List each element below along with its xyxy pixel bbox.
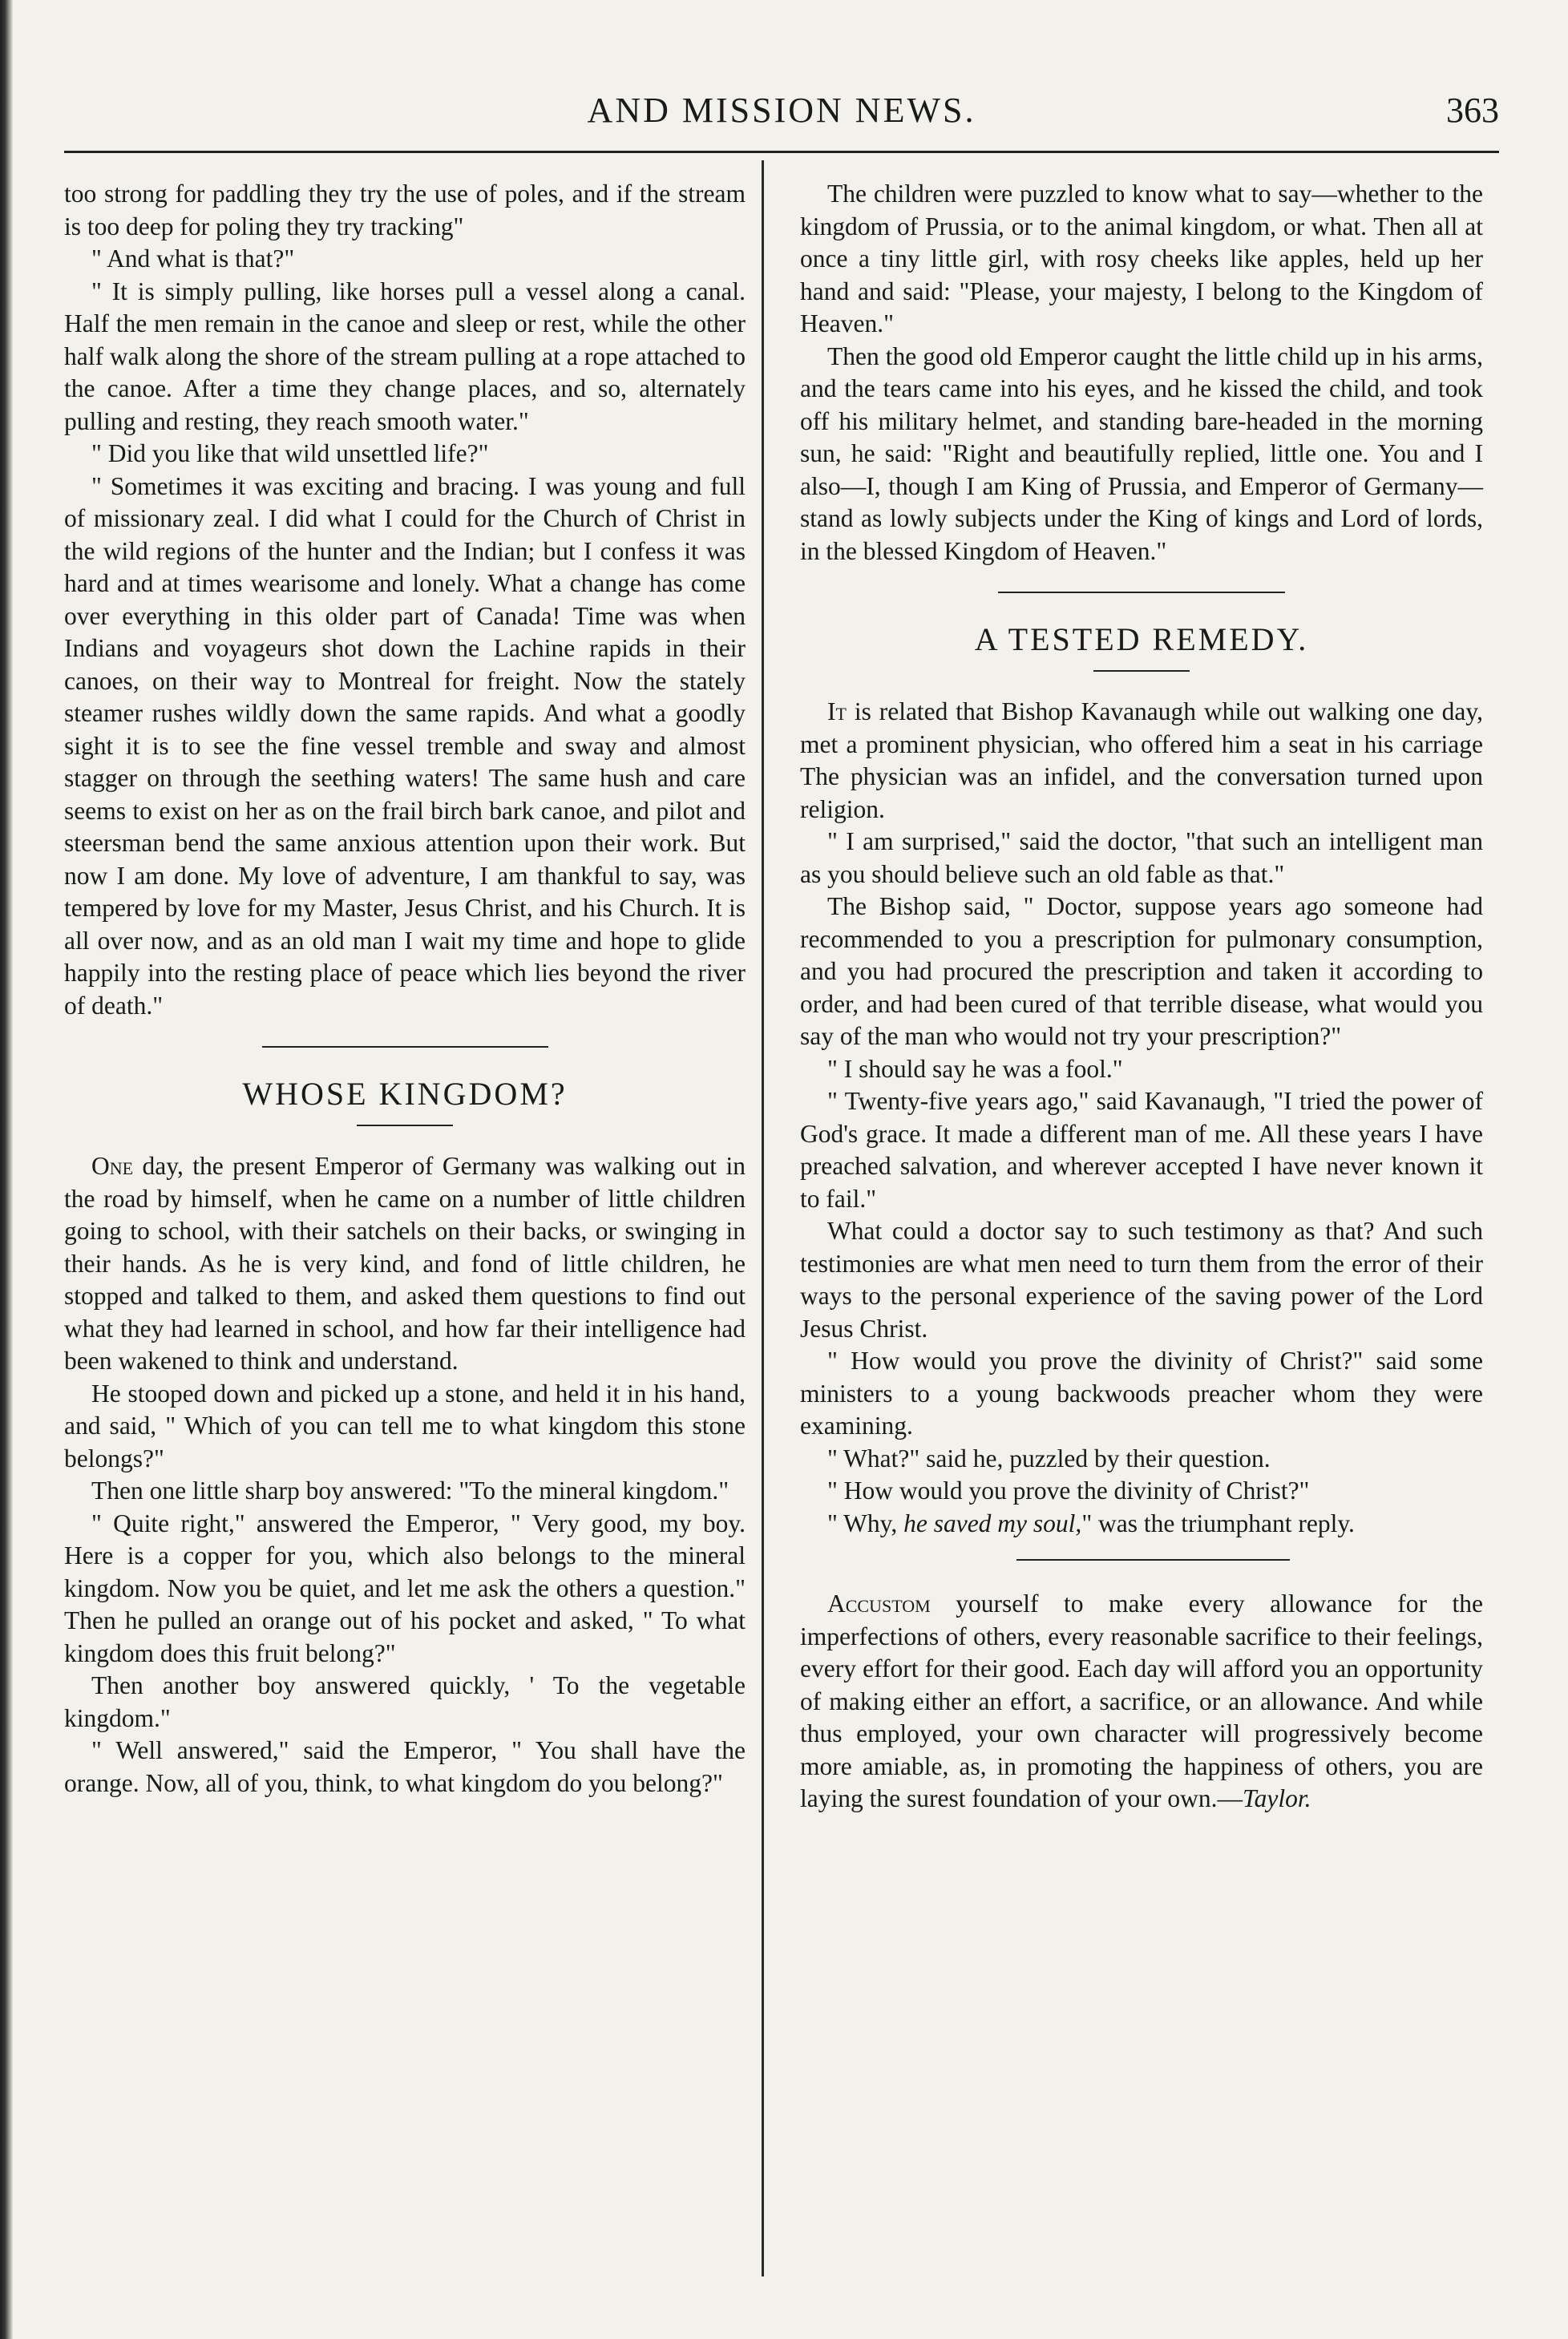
lead-word: Accustom: [827, 1590, 931, 1618]
binding-edge: [0, 0, 13, 2339]
paragraph: " Twenty-five years ago," said Kavanaugh, "I tried the power of God's grace. It made a different man of me. All these years I have preached salvation, and wherever accepted I have never known it to fail.": [800, 1087, 1483, 1213]
paragraph-text: yourself to make every allowance for the imperfections of others, every reasonable sacrifice to their feelings, every effort for their good. Each day will afford you an opportunity of making either an effort, a sacrifice, or an allowance. And while thus employed, your own character will progressively become more amiable, as, in promoting the happiness of others, you are laying the surest foundation of your own.—: [800, 1590, 1483, 1812]
quote-open: " Why,: [827, 1509, 904, 1537]
section-separator: [1016, 1559, 1290, 1561]
paragraph-text: is related that Bishop Kavanaugh while out walking one day, met a prominent physician, who offered him a seat in his carriage The physician was an infidel, and the conversation turned upon religion.: [800, 697, 1483, 823]
paragraph: The children were puzzled to know what to say—whether to the kingdom of Prussia, or to the animal kingdom, or what. Then all at once a tiny little girl, with rosy cheeks like apples, held up her hand and said: "Please, your majesty, I belong to the Kingdom of Heaven.": [800, 180, 1483, 337]
left-column: [64, 178, 746, 1800]
paragraph: " Quite right," answered the Emperor, " Very good, my boy. Here is a copper for you, which also belongs to the mineral kingdom. Now you be quiet, and let me ask the others a question." Then he pulled an orange out of his pocket and asked, " To what kingdom does this fruit belong?": [64, 1509, 746, 1667]
title-rule: [1093, 670, 1190, 672]
paragraph: [800, 1508, 1483, 1541]
paragraph: too strong for paddling they try the use of poles, and if the stream is too deep for poling they try tracking": [64, 180, 746, 240]
header-rule: [64, 151, 1499, 153]
paragraph: Then another boy answered quickly, ' To the vegetable kingdom.": [64, 1671, 746, 1732]
section-title-whose-kingdom: WHOSE KINGDOM?: [242, 1076, 568, 1112]
section-separator: [262, 1046, 548, 1048]
page-number: 363: [1446, 91, 1499, 130]
paragraph: " I should say he was a fool.": [827, 1054, 1123, 1083]
paragraph: " Well answered," said the Emperor, " You shall have the orange. Now, all of you, think, to what kingdom do you belong?": [64, 1736, 746, 1797]
quote-close: " was the triumphant reply.: [1081, 1509, 1355, 1537]
lead-word: It: [827, 697, 847, 725]
paragraph: " What?" said he, puzzled by their question.: [827, 1444, 1271, 1472]
paragraph: The Bishop said, " Doctor, suppose years ago someone had recommended to you a prescription for pulmonary consumption, and you had procured the prescription and taken it according to order, and had been cured of that terrible disease, what would you say of the man who would not try your prescription?": [800, 892, 1483, 1050]
section-separator: [998, 592, 1285, 593]
paragraph: [64, 1150, 746, 1378]
paragraph: [800, 1588, 1483, 1816]
column-divider: [762, 160, 764, 2276]
section-title-tested-remedy: A TESTED REMEDY.: [974, 621, 1309, 657]
paragraph: " How would you prove the divinity of Christ?" said some ministers to a young backwoods preacher whom they were examining.: [800, 1347, 1483, 1440]
paragraph: " And what is that?": [91, 244, 295, 273]
paragraph: " It is simply pulling, like horses pull a vessel along a canal. Half the men remain in the canoe and sleep or rest, while the other half walk along the shore of the stream pulling at a rope attached to the canoe. After a time they change places, and so, alternately pulling and resting, they reach smooth water.": [64, 277, 746, 435]
title-rule: [357, 1125, 453, 1126]
author-attribution: Taylor.: [1243, 1784, 1311, 1812]
paragraph: " I am surprised," said the doctor, "that such an intelligent man as you should believe such an old fable as that.": [800, 827, 1483, 888]
paragraph: " Did you like that wild unsettled life?": [91, 439, 489, 467]
right-column: [800, 178, 1483, 1816]
paragraph: " Sometimes it was exciting and bracing. I was young and full of missionary zeal. I did what I could for the Church of Christ in the wild regions of the hunter and the Indian; but I confess it was hard and at times wearisome and lonely. What a change has come over everything in this older part of Canada! Time was when Indians and voyageurs shot down the Lachine rapids in their canoes, on their way to Montreal for freight. Now the stately steamer rushes wildly down the same rapids. And what a goodly sight it is to see the fine vessel tremble and sway and almost stagger on through the seething waters! The same hush and care seems to exist on her as on the frail birch bark canoe, and pilot and steersman bend the same anxious attention upon their work. But now I am done. My love of adventure, I am thankful to say, was tempered by love for my Master, Jesus Christ, and his Church. It is all over now, and as an old man I wait my time and hope to glide happily into the resting place of peace which lies beyond the river of death.": [64, 471, 746, 1020]
paragraph: " How would you prove the divinity of Christ?": [827, 1477, 1310, 1505]
page-header: [64, 85, 1499, 141]
lead-word: One: [91, 1152, 134, 1180]
running-head: AND MISSION NEWS.: [587, 91, 976, 130]
paragraph: Then one little sharp boy answered: "To the mineral kingdom.": [91, 1477, 729, 1505]
italic-quote: he saved my soul,: [903, 1509, 1082, 1537]
paragraph-text: day, the present Emperor of Germany was walking out in the road by himself, when he came on a number of little children going to school, with their satchels on their backs, or swinging in their hands. As he is very kind, and fond of little children, he stopped and talked to them, and asked them questions to find out what they had learned in school, and how far their intelligence had been wakened to think and understand.: [64, 1152, 746, 1375]
paragraph: What could a doctor say to such testimony as that? And such testimonies are what men need to turn them from the error of their ways to the personal experience of the saving power of the Lord Jesus Christ.: [800, 1217, 1483, 1343]
paragraph: Then the good old Emperor caught the little child up in his arms, and the tears came into his eyes, and he kissed the child, and took off his military helmet, and standing bare-headed in the morning sun, he said: "Right and beautifully replied, little one. You and I also—I, though I am King of Prussia, and Emperor of Germany—stand as lowly subjects under the King of kings and Lord of lords, in the blessed Kingdom of Heaven.": [800, 341, 1483, 565]
paragraph: [800, 696, 1483, 826]
paragraph: He stooped down and picked up a stone, and held it in his hand, and said, " Which of you can tell me to what kingdom this stone belongs?": [64, 1379, 746, 1472]
